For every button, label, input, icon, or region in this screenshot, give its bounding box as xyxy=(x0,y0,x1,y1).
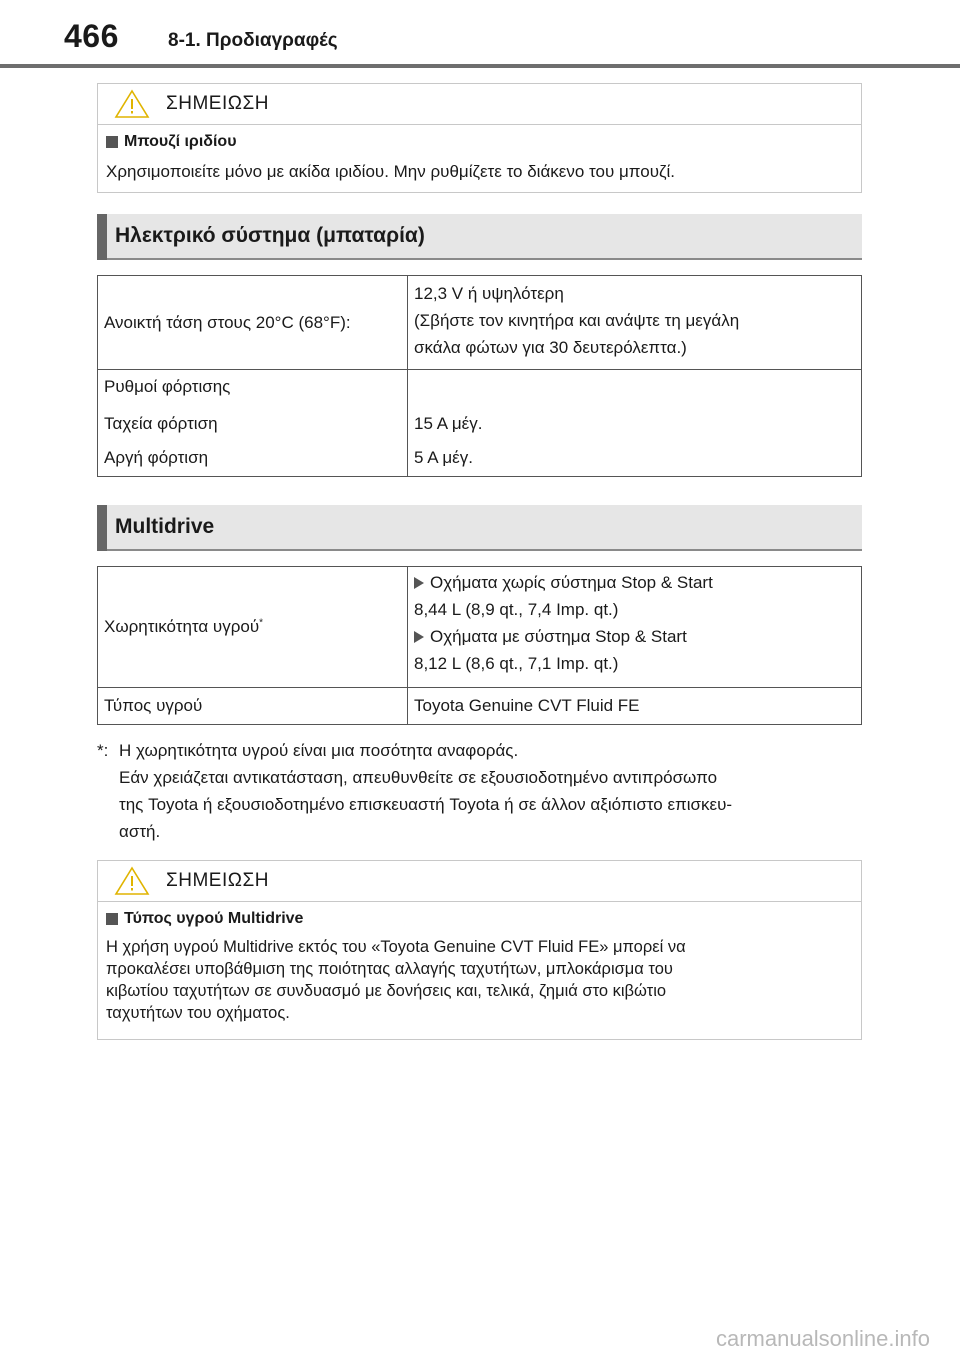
fast-charge-label: Ταχεία φόρτιση xyxy=(104,414,218,433)
square-bullet-icon xyxy=(106,913,118,925)
voltage-value-line: (Σβήστε τον κινητήρα και ανάψτε τη μεγάλη xyxy=(414,311,740,330)
square-bullet-icon xyxy=(106,136,118,148)
table-cell-label xyxy=(98,276,408,370)
battery-spec-table xyxy=(97,275,862,477)
header-divider xyxy=(0,64,960,68)
voltage-value-line: σκάλα φώτων για 30 δευτερόλεπτα.) xyxy=(414,338,687,357)
footnote-line: αστή. xyxy=(119,822,161,841)
note-title: ΣΗΜΕΙΩΣΗ xyxy=(166,870,269,891)
charge-rates-label: Ρυθμοί φόρτισης xyxy=(104,377,231,396)
note-header xyxy=(98,84,861,125)
capacity-value: 8,12 L (8,6 qt., 7,1 Imp. qt.) xyxy=(414,654,619,673)
band-title: Ηλεκτρικό σύστημα (μπαταρία) xyxy=(115,224,425,247)
table-row xyxy=(98,276,862,370)
multidrive-spec-table xyxy=(97,566,862,725)
note-title: ΣΗΜΕΙΩΣΗ xyxy=(166,93,269,114)
fluid-type-label: Τύπος υγρού xyxy=(98,688,408,725)
note-box-multidrive-fluid xyxy=(97,860,862,1040)
voltage-value-line: 12,3 V ή υψηλότερη xyxy=(414,284,564,303)
table-cell-value xyxy=(408,370,862,477)
note-text: Χρησιμοποιείτε μόνο με ακίδα ιριδίου. Μην ρυθμίζετε το διάκενο του μπουζί. xyxy=(106,162,676,181)
voltage-label: Ανοικτή τάση στους 20°C (68°F): xyxy=(104,312,351,332)
table-cell-label xyxy=(98,370,408,477)
section-band-battery xyxy=(97,214,862,260)
note-body xyxy=(98,902,861,1034)
note-line: κιβωτίου ταχυτήτων σε συνδυασμό με δονήσεις και, τελικά, ζημιά στο κιβώτιο xyxy=(106,982,667,1000)
footnote xyxy=(97,737,862,845)
footnote-line: της Toyota ή εξουσιοδοτημένο επισκευαστή Toyota ή σε άλλον αξιόπιστο επισκευ- xyxy=(119,795,733,814)
fast-charge-value: 15 A μέγ. xyxy=(414,414,483,433)
note-subtitle xyxy=(106,910,853,928)
warning-triangle-icon xyxy=(114,89,150,119)
table-cell-value xyxy=(408,567,862,688)
warning-triangle-icon xyxy=(114,866,150,896)
page-number: 466 xyxy=(64,18,119,54)
band-accent-bar xyxy=(97,214,107,260)
capacity-line xyxy=(414,623,855,650)
table-row xyxy=(98,370,862,477)
note-subtitle-text: Τύπος υγρού Multidrive xyxy=(124,910,304,927)
note-header xyxy=(98,861,861,902)
note-line: ταχυτήτων του οχήματος. xyxy=(106,1004,290,1022)
table-cell-label xyxy=(98,567,408,688)
table-cell-value xyxy=(408,276,862,370)
capacity-variant-label: Οχήματα χωρίς σύστημα Stop & Start xyxy=(430,573,713,592)
table-row xyxy=(98,688,862,725)
note-subtitle xyxy=(106,133,853,151)
triangle-bullet-icon xyxy=(414,577,424,589)
note-line: προκαλέσει υποβάθμιση της ποιότητας αλλαγής ταχυτήτων, μπλοκάρισμα του xyxy=(106,960,673,978)
footnote-mark: *: xyxy=(97,741,109,760)
capacity-value: 8,44 L (8,9 qt., 7,4 Imp. qt.) xyxy=(414,600,619,619)
section-title: 8-1. Προδιαγραφές xyxy=(168,30,338,51)
note-body xyxy=(98,125,861,194)
slow-charge-value: 5 A μέγ. xyxy=(414,448,473,467)
capacity-variant-label: Οχήματα με σύστημα Stop & Start xyxy=(430,627,687,646)
band-accent-bar xyxy=(97,505,107,551)
page-header xyxy=(0,0,960,70)
capacity-line xyxy=(414,569,855,596)
watermark: carmanualsonline.info xyxy=(715,1326,930,1351)
fluid-type-value: Toyota Genuine CVT Fluid FE xyxy=(408,688,862,725)
band-title: Multidrive xyxy=(115,515,215,538)
section-band-multidrive xyxy=(97,505,862,551)
footnote-mark: * xyxy=(259,617,264,629)
note-box-spark-plug xyxy=(97,83,862,193)
footnote-line: Εάν χρειάζεται αντικατάσταση, απευθυνθείτε σε εξουσιοδοτημένο αντιπρόσωπο xyxy=(119,768,718,787)
footnote-line: Η χωρητικότητα υγρού είναι μια ποσότητα αναφοράς. xyxy=(119,741,519,760)
footnote-text xyxy=(119,737,862,845)
slow-charge-label: Αργή φόρτιση xyxy=(104,448,209,467)
spacer xyxy=(414,373,855,407)
table-row xyxy=(98,567,862,688)
note-line: Η χρήση υγρού Multidrive εκτός του «Toyota Genuine CVT Fluid FE» μπορεί να xyxy=(106,938,686,956)
capacity-label: Χωρητικότητα υγρού xyxy=(104,617,260,636)
triangle-bullet-icon xyxy=(414,631,424,643)
note-text xyxy=(106,936,853,1024)
note-subtitle-text: Μπουζί ιριδίου xyxy=(124,133,237,150)
